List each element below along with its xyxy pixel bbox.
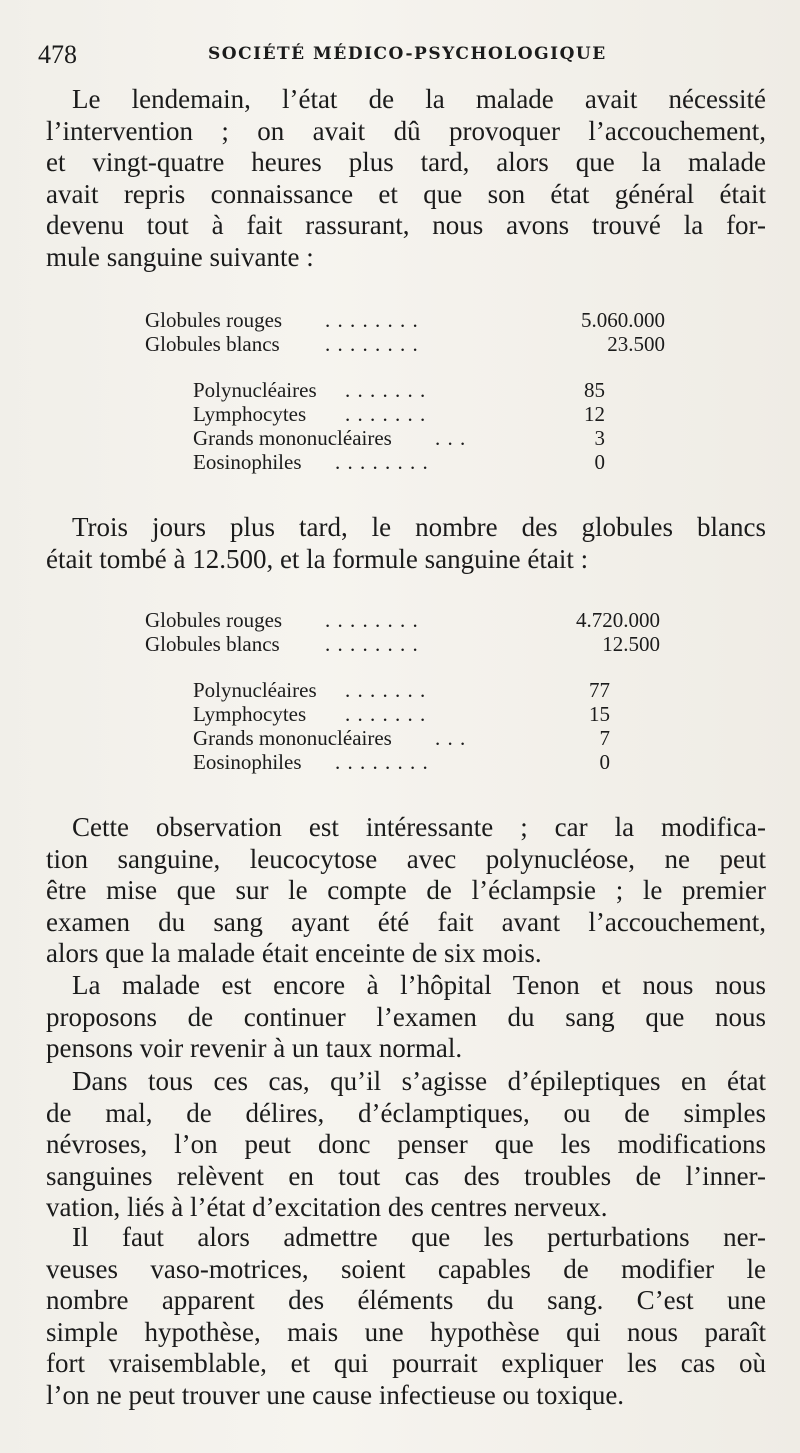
table-subrow [145, 750, 665, 774]
running-title: SOCIÉTÉ MÉDICO-PSYCHOLOGIQUE [208, 44, 607, 64]
text-line: avait repris connaissance et que son état général était [46, 178, 766, 209]
leader-dots: . . . . . . . . [335, 750, 429, 774]
row-value: 0 [599, 750, 610, 774]
text-line: être mise que sur le compte de l’éclampsie ; le premier [46, 875, 766, 905]
row-value: 7 [599, 726, 610, 750]
row-value: 15 [589, 702, 610, 726]
leader-dots: . . . [435, 426, 467, 450]
text-line: veuses vaso-motrices, soient capables de modifier le [46, 1253, 766, 1284]
text-line: l’on ne peut trouver une cause infectieuse ou toxique. [46, 1379, 625, 1410]
row-value: 3 [594, 426, 605, 450]
text-line: fort vraisemblable, et qui pourrait expliquer les cas où [46, 1348, 766, 1378]
row-value: 12 [584, 402, 605, 426]
leader-dots: . . . . . . . . [325, 308, 419, 332]
text-line: mule sanguine suivante : [46, 241, 314, 272]
text-line: La malade est encore à l’hôpital Tenon et nous nous [72, 970, 766, 1000]
leader-dots: . . . . . . . [345, 678, 427, 702]
leader-dots: . . . . . . . . [325, 608, 419, 632]
paragraph-4 [46, 970, 766, 1065]
text-line: sanguines relèvent en tout cas des troubles de l’inner- [46, 1160, 766, 1191]
row-label: Polynucléaires [193, 378, 317, 402]
leader-dots: . . . . . . . [345, 402, 427, 426]
table-row [145, 308, 665, 332]
table-row [145, 332, 665, 356]
blood-formula-table-1 [145, 308, 665, 474]
text-line: devenu tout à fait rassurant, nous avons trouvé la for- [46, 210, 766, 240]
table-subrow [145, 678, 665, 702]
paragraph-3 [46, 812, 766, 970]
text-line: nombre apparent des éléments du sang. C’est une [46, 1285, 766, 1315]
leader-dots: . . . . . . . . [335, 450, 429, 474]
text-line: Trois jours plus tard, le nombre des globules blancs [72, 512, 766, 542]
row-value: 5.060.000 [581, 308, 665, 332]
row-value: 85 [584, 378, 605, 402]
text-line: simple hypothèse, mais une hypothèse qui nous paraît [46, 1316, 766, 1347]
text-line: était tombé à 12.500, et la formule sanguine était : [46, 543, 589, 574]
row-label: Grands mononucléaires [193, 726, 392, 750]
row-label: Lymphocytes [193, 702, 307, 726]
row-label: Eosinophiles [193, 450, 302, 474]
table-subrow [145, 702, 665, 726]
table-subrow [145, 426, 665, 450]
text-line: alors que la malade était enceinte de six mois. [46, 938, 542, 968]
text-line: Cette observation est intéressante ; car la modifica- [72, 812, 766, 842]
table-subrow [145, 378, 665, 402]
blood-formula-table-2 [145, 608, 665, 774]
row-value: 4.720.000 [576, 608, 660, 632]
leader-dots: . . . . . . . . [325, 332, 419, 356]
text-line: vation, liés à l’état d’excitation des centres nerveux. [46, 1192, 608, 1222]
paragraph-2 [46, 512, 766, 575]
text-line: Il faut alors admettre que les perturbations ner- [72, 1222, 766, 1252]
table-subrow [145, 402, 665, 426]
leader-dots: . . . . . . . [345, 702, 427, 726]
row-value: 12.500 [602, 632, 660, 656]
text-line: proposons de continuer l’examen du sang que nous [46, 1001, 766, 1032]
leader-dots: . . . [435, 726, 467, 750]
text-line: de mal, de délires, d’éclamptiques, ou de simples [46, 1097, 766, 1128]
page-header [38, 40, 760, 70]
table-row [145, 632, 665, 656]
text-line: pensons voir revenir à un taux normal. [46, 1033, 463, 1063]
row-label: Globules blancs [145, 632, 280, 656]
table-subrow [145, 726, 665, 750]
paragraph-6 [46, 1222, 766, 1411]
row-label: Globules rouges [145, 608, 283, 632]
row-value: 23.500 [607, 332, 665, 356]
page-number: 478 [38, 40, 77, 69]
row-value: 77 [589, 678, 610, 702]
paragraph-5 [46, 1066, 766, 1224]
row-label: Globules blancs [145, 332, 280, 356]
row-label: Eosinophiles [193, 750, 302, 774]
text-line: examen du sang ayant été fait avant l’accouchement, [46, 906, 766, 937]
row-value: 0 [594, 450, 605, 474]
paragraph-1 [46, 84, 766, 273]
table-subrow [145, 450, 665, 474]
text-line: Le lendemain, l’état de la malade avait nécessité [72, 84, 766, 114]
text-line: névroses, l’on peut donc penser que les modifications [46, 1129, 766, 1159]
row-label: Grands mononucléaires [193, 426, 392, 450]
table-row [145, 608, 665, 632]
row-label: Lymphocytes [193, 402, 307, 426]
text-line: Dans tous ces cas, qu’il s’agisse d’épileptiques en état [72, 1066, 766, 1096]
row-label: Globules rouges [145, 308, 283, 332]
leader-dots: . . . . . . . . [325, 632, 419, 656]
row-label: Polynucléaires [193, 678, 317, 702]
leader-dots: . . . . . . . [345, 378, 427, 402]
text-line: et vingt-quatre heures plus tard, alors que la malade [46, 147, 766, 177]
text-line: tion sanguine, leucocytose avec polynucléose, ne peut [46, 843, 766, 874]
text-line: l’intervention ; on avait dû provoquer l’accouchement, [46, 115, 766, 146]
